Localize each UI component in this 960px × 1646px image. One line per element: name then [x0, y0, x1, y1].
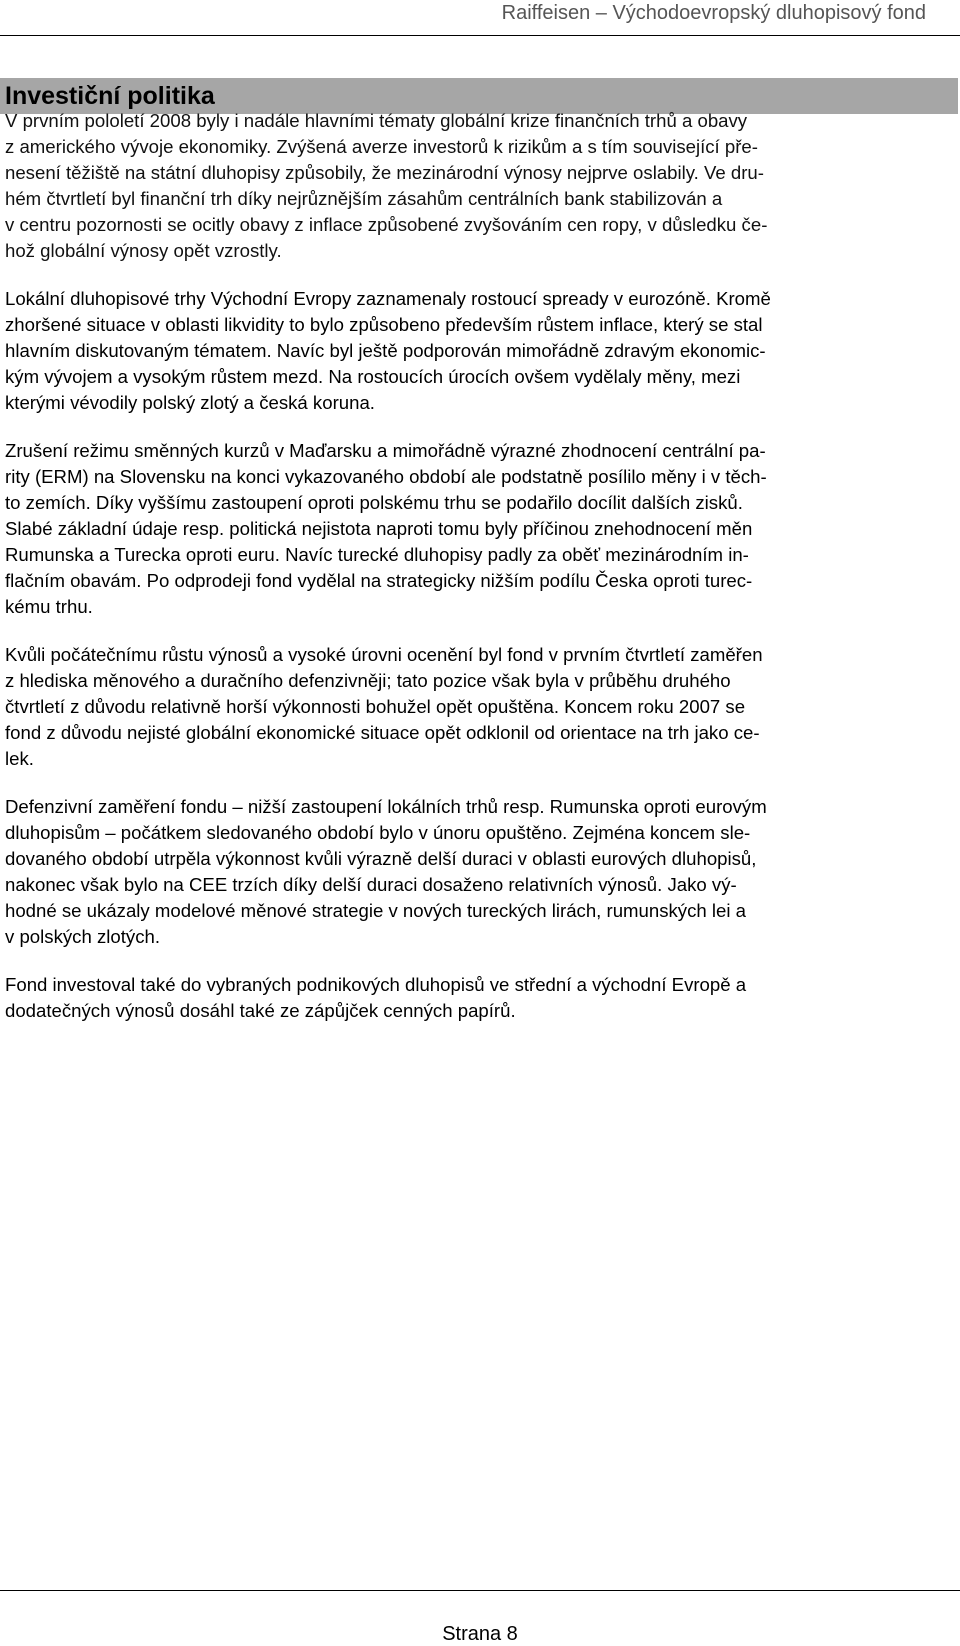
text-line: hém čtvrtletí byl finanční trh díky nejrůznějším zásahům centrálních bank stabilizován a — [5, 188, 723, 209]
text-line: Fond investoval také do vybraných podnikových dluhopisů ve střední a východní Evropě a — [5, 974, 747, 995]
text-line: hož globální výnosy opět vzrostly. — [5, 240, 282, 261]
section-heading: Investiční politika — [0, 78, 958, 114]
paragraph — [5, 642, 925, 772]
text-line: z amerického vývoje ekonomiky. Zvýšená averze investorů k rizikům a s tím související pře- — [5, 136, 758, 157]
text-line: z hlediska měnového a duračního defenzivněji; tato pozice však byla v průběhu druhého — [5, 670, 731, 691]
text-line: nesení těžiště na státní dluhopisy způsobily, že mezinárodní výnosy nejprve oslabily. Ve dru- — [5, 162, 764, 183]
paragraph — [5, 108, 925, 264]
header-divider — [0, 35, 960, 36]
page-number: Strana 8 — [442, 1623, 518, 1645]
text-line: v polských zlotých. — [5, 926, 161, 947]
text-line: Lokální dluhopisové trhy Východní Evropy zaznamenaly rostoucí spready v eurozóně. Kromě — [5, 288, 771, 309]
document-header-title: Raiffeisen – Východoevropský dluhopisový fond — [501, 2, 926, 24]
text-line: zhoršené situace v oblasti likvidity to bylo způsobeno především růstem inflace, který se stal — [5, 314, 763, 335]
text-line: Kvůli počátečnímu růstu výnosů a vysoké úrovni ocenění byl fond v prvním čtvrtletí zaměřen — [5, 644, 763, 665]
paragraph — [5, 286, 925, 416]
paragraph — [5, 972, 925, 1024]
text-line: rity (ERM) na Slovensku na konci vykazovaného období ale podstatně posílilo měny i v těch- — [5, 466, 767, 487]
text-line: Slabé základní údaje resp. politická nejistota naproti tomu byly příčinou znehodnocení měn — [5, 518, 753, 539]
text-line: lek. — [5, 748, 34, 769]
text-line: hodné se ukázaly modelové měnové strategie v nových tureckých lirách, rumunských lei a — [5, 900, 747, 921]
text-line: kému trhu. — [5, 596, 93, 617]
text-line: čtvrtletí z důvodu relativně horší výkonnosti bohužel opět opuštěna. Koncem roku 2007 se — [5, 696, 746, 717]
text-line: v centru pozornosti se ocitly obavy z inflace způsobené zvyšováním cen ropy, v důsledku če- — [5, 214, 768, 235]
paragraph — [5, 794, 925, 950]
text-line: Zrušení režimu směnných kurzů v Maďarsku a mimořádně výrazné zhodnocení centrální pa- — [5, 440, 766, 461]
paragraph — [5, 438, 925, 620]
text-line: kterými vévodily polský zlotý a česká koruna. — [5, 392, 375, 413]
text-line: kým vývojem a vysokým růstem mezd. Na rostoucích úrocích ovšem vydělaly měny, mezi — [5, 366, 741, 387]
text-line: to zemích. Díky vyššímu zastoupení oproti polskému trhu se podařilo docílit dalších zisků. — [5, 492, 743, 513]
text-line: nakonec však bylo na CEE trzích díky delší duraci dosaženo relativních výnosů. Jako vý- — [5, 874, 737, 895]
text-line: dodatečných výnosů dosáhl také ze zápůjček cenných papírů. — [5, 1000, 516, 1021]
text-line: Defenzivní zaměření fondu – nižší zastoupení lokálních trhů resp. Rumunska oproti eurovým — [5, 796, 767, 817]
body-text — [5, 108, 925, 1046]
text-line: V prvním pololetí 2008 byly i nadále hlavními tématy globální krize finančních trhů a obavy — [5, 110, 748, 131]
text-line: dovaného období utrpěla výkonnost kvůli výrazně delší duraci v oblasti eurových dluhopisů, — [5, 848, 757, 869]
text-line: flačním obavám. Po odprodeji fond vydělal na strategicky nižším podílu Česka oproti turec- — [5, 570, 753, 591]
text-line: hlavním diskutovaným tématem. Navíc byl ještě podporován mimořádně zdravým ekonomic- — [5, 340, 766, 361]
text-line: fond z důvodu nejisté globální ekonomické situace opět odklonil od orientace na trh jako ce- — [5, 722, 760, 743]
text-line: dluhopisům – počátkem sledovaného období bylo v únoru opuštěno. Zejména koncem sle- — [5, 822, 751, 843]
text-line: Rumunska a Turecka oproti euru. Navíc turecké dluhopisy padly za oběť mezinárodním in- — [5, 544, 749, 565]
footer-divider — [0, 1590, 960, 1591]
